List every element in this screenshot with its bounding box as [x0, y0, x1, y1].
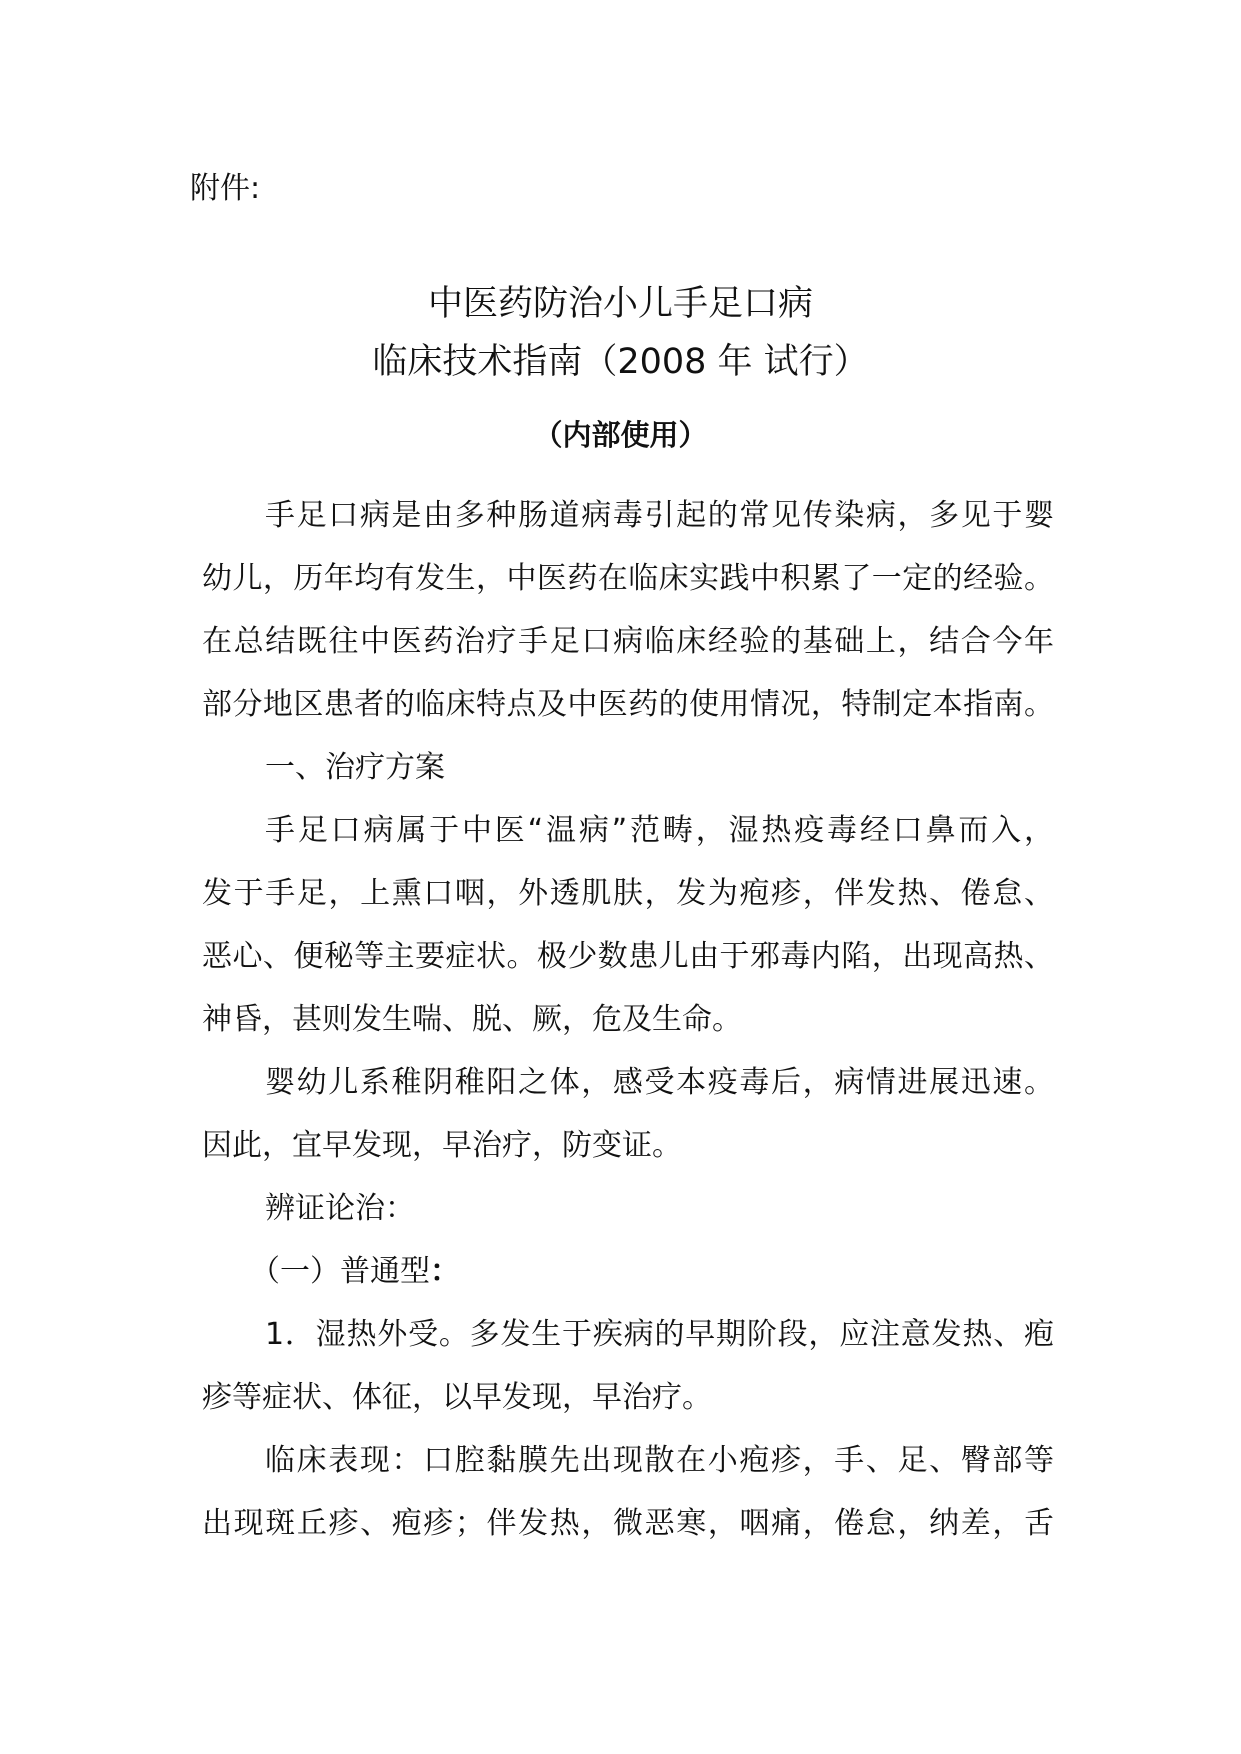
- document-subtitle: （内部使用）: [533, 418, 708, 452]
- paragraph-line: 发于手足，上熏口咽，外透肌肤，发为疱疹，伴发热、倦怠、: [202, 876, 1054, 911]
- subsection-heading-text: （一）普通型: [250, 1254, 430, 1289]
- subsection-heading-colon: ：: [430, 1254, 460, 1289]
- paragraph-line: 临床表现：口腔黏膜先出现散在小疱疹，手、足、臀部等: [265, 1443, 1054, 1478]
- paragraph-line: 因此，宜早发现，早治疗，防变证。: [202, 1128, 682, 1163]
- paragraph-line: 神昏，甚则发生喘、脱、厥，危及生命。: [202, 1002, 742, 1037]
- paragraph-line: 出现斑丘疹、疱疹；伴发热，微恶寒，咽痛，倦怠，纳差，舌: [202, 1506, 1054, 1541]
- document-title-line-1: 中医药防治小儿手足口病: [427, 284, 813, 324]
- paragraph-line: 疹等症状、体征，以早发现，早治疗。: [202, 1380, 712, 1415]
- document-title-line-2: 临床技术指南（2008 年 试行）: [372, 342, 869, 382]
- attachment-label: 附件:: [190, 171, 261, 206]
- section-heading: 一、治疗方案: [265, 750, 445, 785]
- subsection-label: 辨证论治：: [265, 1191, 415, 1226]
- paragraph-line: 手足口病是由多种肠道病毒引起的常见传染病，多见于婴: [265, 498, 1054, 533]
- paragraph-line: 在总结既往中医药治疗手足口病临床经验的基础上，结合今年: [202, 624, 1054, 659]
- paragraph-line: 婴幼儿系稚阴稚阳之体，感受本疫毒后，病情进展迅速。: [265, 1065, 1054, 1100]
- paragraph-line: 恶心、便秘等主要症状。极少数患儿由于邪毒内陷，出现高热、: [202, 939, 1054, 974]
- paragraph-line: 1．湿热外受。多发生于疾病的早期阶段，应注意发热、疱: [265, 1317, 1054, 1352]
- paragraph-line: 部分地区患者的临床特点及中医药的使用情况，特制定本指南。: [202, 687, 1054, 722]
- subsection-heading: [250, 1250, 1102, 1294]
- paragraph-line: 幼儿，历年均有发生，中医药在临床实践中积累了一定的经验。: [202, 561, 1054, 596]
- paragraph-line: 手足口病属于中医“温病”范畴，湿热疫毒经口鼻而入，: [265, 813, 1054, 848]
